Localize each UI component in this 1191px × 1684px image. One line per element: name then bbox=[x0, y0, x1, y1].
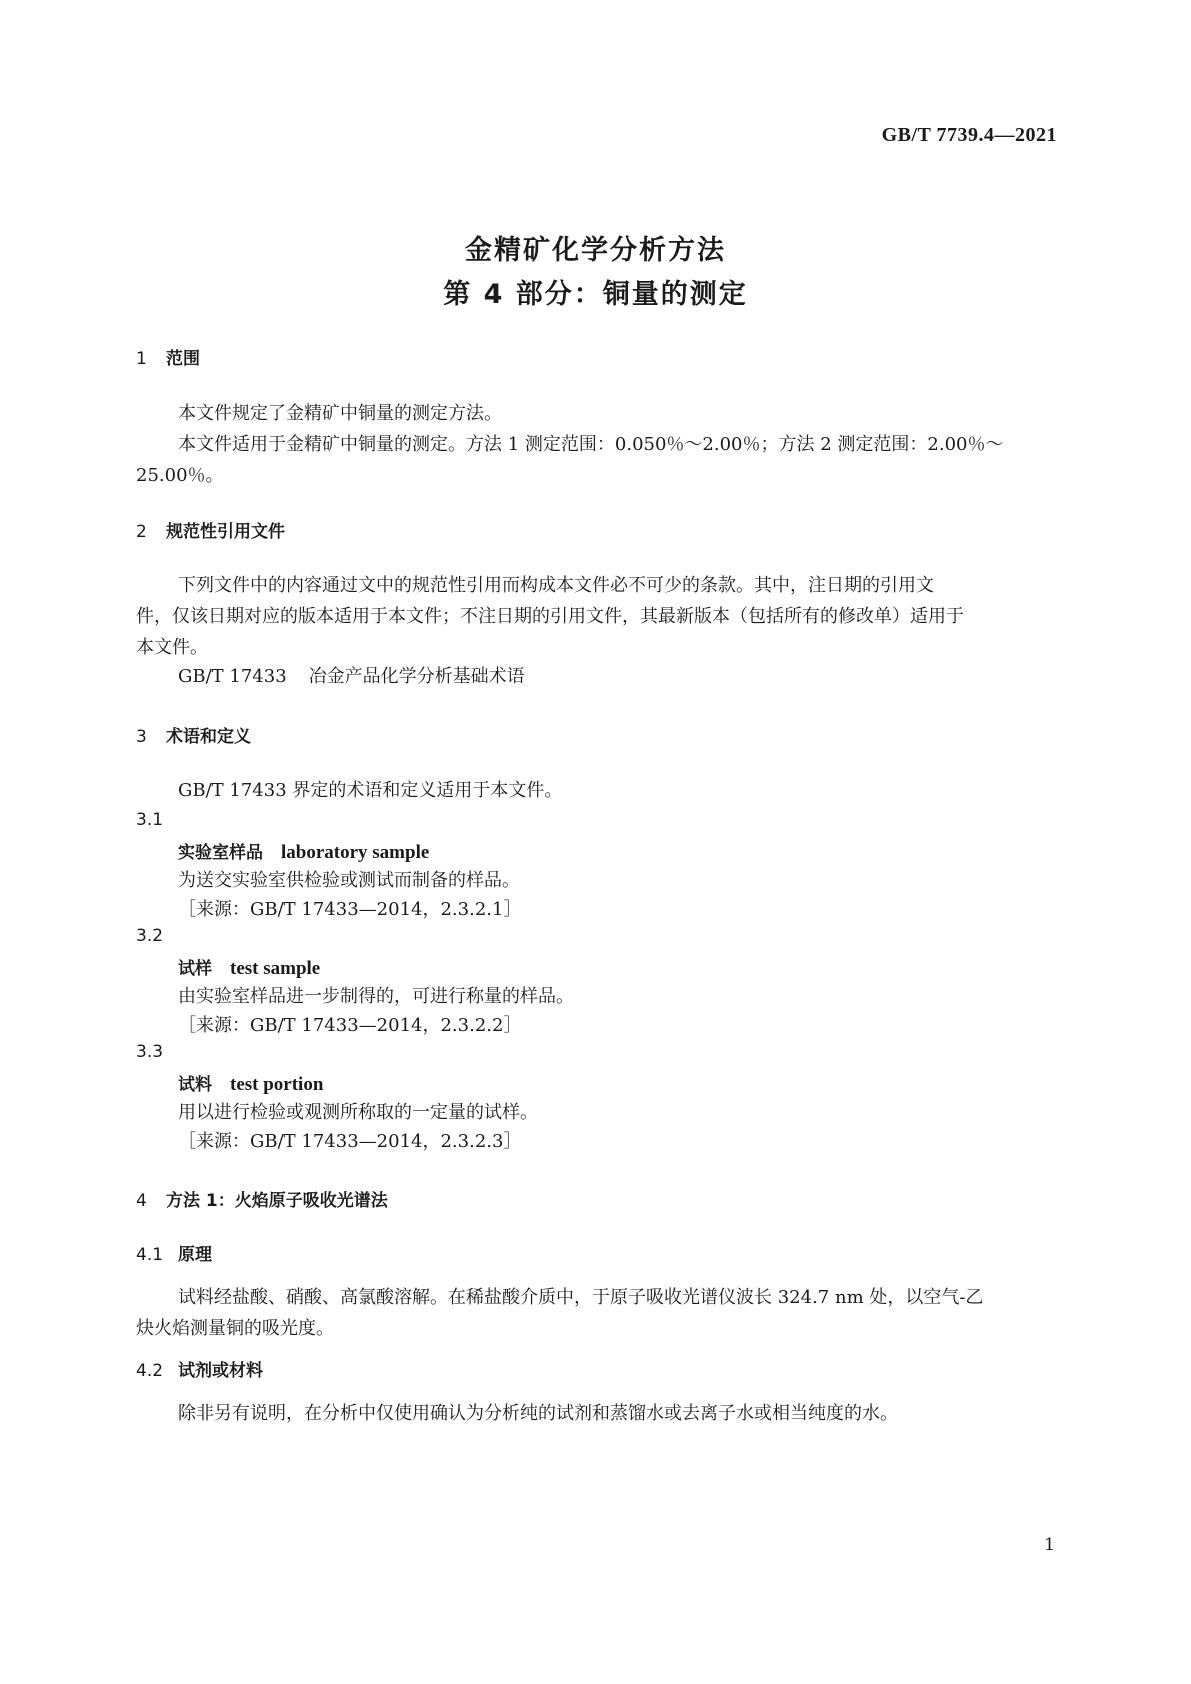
subsection-4-1-heading bbox=[136, 1240, 212, 1265]
section-number: 2 bbox=[136, 522, 147, 542]
paragraph: 试料经盐酸、硝酸、高氯酸溶解。在稀盐酸介质中，于原子吸收光谱仪波长 324.7 nm 处，以空气-乙 bbox=[178, 1287, 984, 1308]
term-zh: 试样 bbox=[178, 959, 212, 979]
paragraph-continuation: 件，仅该日期对应的版本适用于本文件；不注日期的引用文件，其最新版本（包括所有的修改单）适用于 bbox=[136, 606, 964, 627]
paragraph: 下列文件中的内容通过文中的规范性引用而构成本文件必不可少的条款。其中，注日期的引用文 bbox=[178, 575, 934, 596]
section-number: 1 bbox=[136, 349, 147, 369]
section-number: 3 bbox=[136, 727, 147, 747]
section-title: 术语和定义 bbox=[166, 727, 251, 747]
subsection-title: 试剂或材料 bbox=[178, 1361, 263, 1381]
term-entry bbox=[178, 954, 320, 980]
section-title: 范围 bbox=[166, 349, 200, 369]
section-3-heading bbox=[136, 722, 251, 747]
paragraph: 除非另有说明，在分析中仅使用确认为分析纯的试剂和蒸馏水或去离子水或相当纯度的水。 bbox=[178, 1403, 898, 1424]
normative-reference bbox=[178, 660, 525, 693]
section-2-heading bbox=[136, 517, 285, 542]
term-entry bbox=[178, 1070, 323, 1096]
subsection-number: 4.1 bbox=[136, 1245, 164, 1265]
page-number: 1 bbox=[1044, 1535, 1055, 1555]
paragraph-continuation: 25.00％。 bbox=[136, 465, 224, 486]
paragraph: GB/T 17433 界定的术语和定义适用于本文件。 bbox=[178, 780, 563, 801]
document-subtitle: 第 4 部分：铜量的测定 bbox=[443, 279, 748, 310]
term-number: 3.3 bbox=[136, 1042, 164, 1062]
term-en: laboratory sample bbox=[281, 842, 430, 863]
term-definition: 为送交实验室供检验或测试而制备的样品。 bbox=[178, 870, 520, 891]
term-definition: 由实验室样品进一步制得的，可进行称量的样品。 bbox=[178, 986, 574, 1007]
section-title: 方法 1：火焰原子吸收光谱法 bbox=[166, 1191, 388, 1211]
subsection-number: 4.2 bbox=[136, 1361, 164, 1381]
paragraph: 本文件规定了金精矿中铜量的测定方法。 bbox=[178, 403, 502, 424]
term-entry bbox=[178, 838, 429, 864]
term-en: test portion bbox=[230, 1074, 324, 1095]
paragraph-continuation: 本文件。 bbox=[136, 637, 208, 658]
document-title: 金精矿化学分析方法 bbox=[465, 235, 726, 266]
term-zh: 试料 bbox=[178, 1075, 212, 1095]
section-4-heading bbox=[136, 1186, 388, 1211]
section-number: 4 bbox=[136, 1191, 147, 1211]
subsection-title: 原理 bbox=[178, 1245, 212, 1265]
term-zh: 实验室样品 bbox=[178, 843, 263, 863]
paragraph: 本文件适用于金精矿中铜量的测定。方法 1 测定范围：0.050％～2.00％；方法 2 测定范围：2.00％～ bbox=[178, 434, 1004, 455]
term-number: 3.2 bbox=[136, 926, 164, 946]
term-number: 3.1 bbox=[136, 810, 164, 830]
paragraph-continuation: 炔火焰测量铜的吸光度。 bbox=[136, 1318, 334, 1339]
term-definition: 用以进行检验或观测所称取的一定量的试样。 bbox=[178, 1102, 538, 1123]
standard-number: GB/T 7739.4—2021 bbox=[881, 124, 1057, 146]
term-en: test sample bbox=[230, 958, 321, 979]
term-source: ［来源：GB/T 17433—2014，2.3.2.2］ bbox=[178, 1015, 522, 1036]
term-source: ［来源：GB/T 17433—2014，2.3.2.3］ bbox=[178, 1131, 522, 1152]
reference-code: GB/T 17433 bbox=[178, 666, 287, 687]
reference-title: 冶金产品化学分析基础术语 bbox=[308, 666, 525, 687]
term-source: ［来源：GB/T 17433—2014，2.3.2.1］ bbox=[178, 899, 522, 920]
section-1-heading bbox=[136, 344, 200, 369]
section-title: 规范性引用文件 bbox=[166, 522, 285, 542]
subsection-4-2-heading bbox=[136, 1356, 263, 1381]
